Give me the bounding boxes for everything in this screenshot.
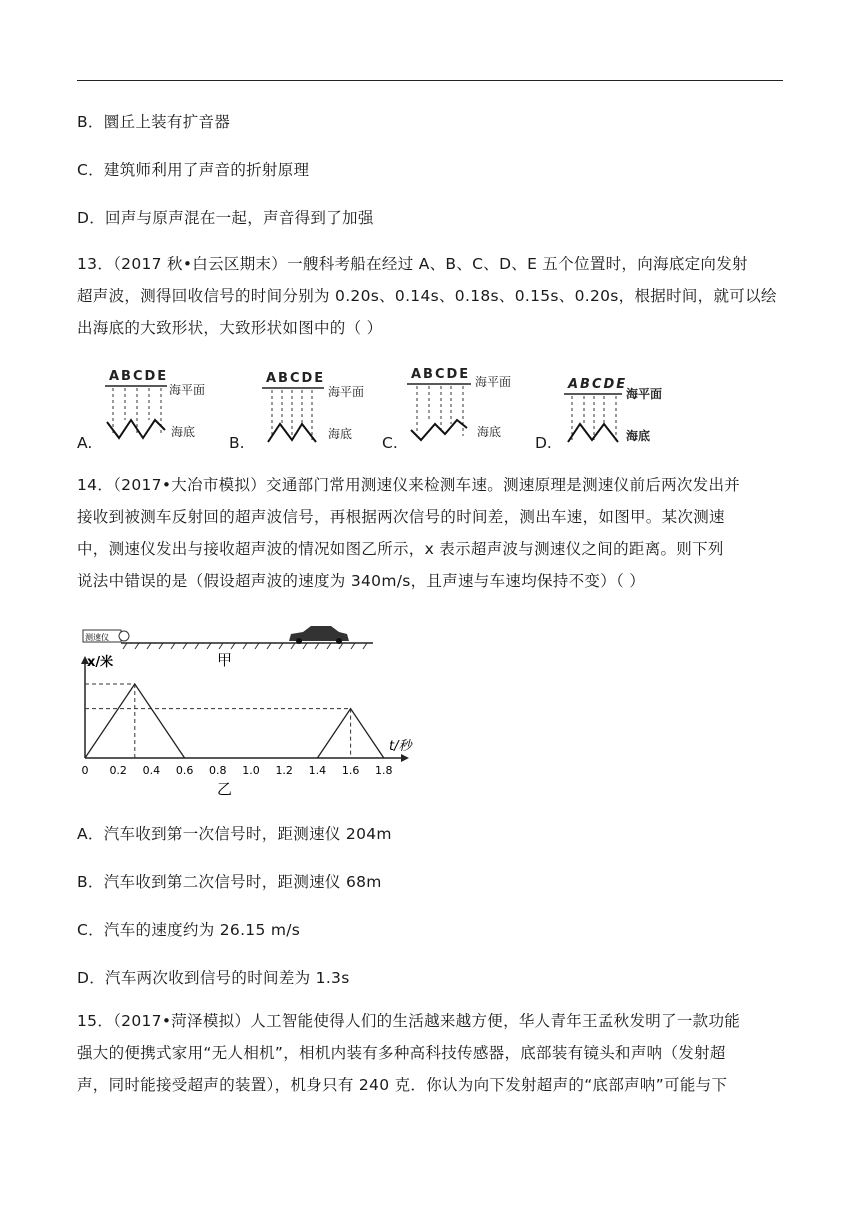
q14-figure-yi: [81, 654, 414, 798]
q15-line-1: 15．（2017•菏泽模拟）人工智能使得人们的生活越来越方便，华人青年王孟秋发明了一款功能: [77, 1012, 741, 1030]
x-tick-label: 0.4: [142, 764, 161, 777]
q13-surface-c: 海平面: [475, 375, 512, 389]
q13-letters-a: ABCDE: [109, 369, 169, 384]
q14-graph: [77, 618, 417, 798]
q13-bottom-c: 海底: [477, 425, 502, 439]
q13-diagram-b: [262, 371, 364, 442]
x-tick-label: 0: [81, 764, 89, 777]
q13-line-1: 13．（2017 秋•白云区期末）一艘科考船在经过 A、B、C、D、E 五个位置时，向海底定向发射: [77, 255, 748, 273]
q13-line-2: 超声波，测得回收信号的时间分别为 0.20s、0.14s、0.18s、0.15s、0.20s，根据时间，就可以绘: [77, 287, 777, 305]
q14-figure: [77, 618, 417, 798]
q13-stem: [77, 248, 783, 344]
y-axis-label: x/米: [87, 655, 114, 670]
q15-stem: [77, 1005, 783, 1101]
q15-line-3: 声，同时能接受超声的装置），机身只有 240 克．你认为向下发射超声的“底部声呐”可能与下: [77, 1076, 728, 1094]
label-yi: 乙: [217, 780, 233, 798]
q13-figure: [77, 362, 783, 457]
x-tick-label: 1.0: [242, 764, 260, 777]
q13-seabed-diagrams: [77, 362, 783, 457]
q14-option-a[interactable]: A．汽车收到第一次信号时，距测速仪 204m: [77, 825, 392, 843]
q14-option-b[interactable]: B．汽车收到第二次信号时，距测速仪 68m: [77, 873, 382, 891]
q12-option-d[interactable]: D．回声与原声混在一起，声音得到了加强: [77, 209, 374, 227]
q13-diagram-d: [564, 377, 662, 443]
q14-line-4: 说法中错误的是（假设超声波的速度为 340m/s，且声速与车速均保持不变）（ ）: [77, 572, 646, 590]
x-tick-label: 0.6: [175, 764, 194, 777]
q13-surface-b: 海平面: [328, 385, 365, 399]
q13-diagram-c: [407, 367, 511, 440]
q14-option-c[interactable]: C．汽车的速度约为 26.15 m/s: [77, 921, 301, 939]
speed-meter-label: 测速仪: [85, 633, 109, 642]
q15-line-2: 强大的便携式家用“无人相机”，相机内装有多种高科技传感器，底部装有镜头和声呐（发射超: [77, 1044, 726, 1062]
q13-option-d-label[interactable]: D.: [535, 434, 552, 452]
q14-line-2: 接收到被测车反射回的超声波信号，再根据两次信号的时间差，测出车速，如图甲。某次测速: [77, 508, 725, 526]
q13-diagram-a: [105, 369, 205, 439]
q14-line-3: 中，测速仪发出与接收超声波的情况如图乙所示，x 表示超声波与测速仪之间的距离。则下列: [77, 540, 724, 558]
label-jia: 甲: [217, 651, 233, 669]
car-icon: [289, 626, 349, 644]
x-axis-label: t/秒: [389, 739, 412, 754]
q13-line-3: 出海底的大致形状，大致形状如图中的（ ）: [77, 319, 383, 337]
q14-stem: [77, 469, 783, 597]
q13-letters-b: ABCDE: [266, 371, 326, 386]
x-tick-label: 1.6: [341, 764, 360, 777]
q14-option-d[interactable]: D．汽车两次收到信号的时间差为 1.3s: [77, 969, 350, 987]
q13-bottom-a: 海底: [171, 425, 196, 439]
q14-figure-jia: [83, 626, 373, 669]
q13-letters-c: ABCDE: [411, 367, 471, 382]
x-tick-label: 1.4: [308, 764, 327, 777]
x-tick-label: 0.8: [209, 764, 227, 777]
q13-surface-a: 海平面: [169, 383, 206, 397]
x-tick-label: 1.8: [375, 764, 393, 777]
q13-option-a-label[interactable]: A.: [77, 434, 93, 452]
q13-surface-d: 海平面: [626, 387, 663, 401]
q12-option-c[interactable]: C．建筑师利用了声音的折射原理: [77, 161, 310, 179]
q13-bottom-b: 海底: [328, 427, 353, 441]
header-rule: [77, 80, 783, 81]
x-tick-label: 1.2: [275, 764, 293, 777]
q13-option-b-label[interactable]: B.: [229, 434, 245, 452]
q13-bottom-d: 海底: [626, 429, 651, 443]
q12-option-b[interactable]: B．圜丘上装有扩音器: [77, 113, 231, 131]
q13-letters-d: ABCDE: [568, 377, 628, 392]
road-hatching: [123, 643, 367, 649]
q14-line-1: 14．（2017•大冶市模拟）交通部门常用测速仪来检测车速。测速原理是测速仪前后两次发出并: [77, 476, 741, 494]
q13-option-c-label[interactable]: C.: [382, 434, 398, 452]
x-tick-label: 0.2: [109, 764, 127, 777]
